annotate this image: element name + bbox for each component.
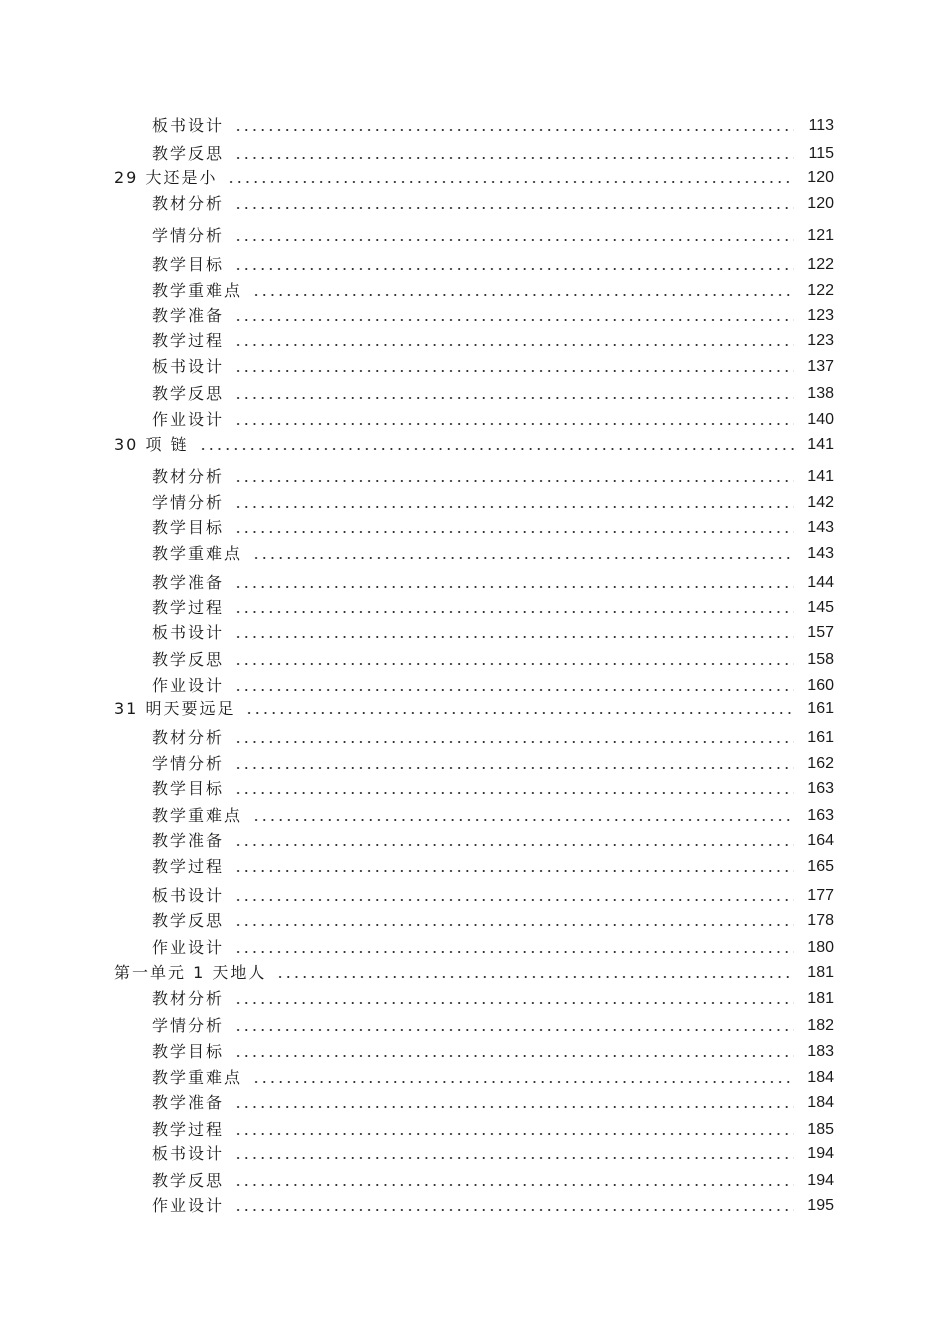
toc-section-entry[interactable] <box>152 597 834 619</box>
toc-section-entry[interactable] <box>152 937 834 959</box>
toc-section-entry[interactable] <box>152 1092 834 1114</box>
toc-entry-label: 教学准备 <box>152 1093 225 1112</box>
dot-leader <box>252 819 794 821</box>
toc-entry-page-number: 144 <box>807 574 834 591</box>
toc-entry-page-number: 141 <box>807 468 834 485</box>
toc-entry-page-number: 121 <box>807 227 834 244</box>
toc-entry-label: 教学反思 <box>152 384 225 403</box>
dot-leader <box>234 611 794 613</box>
dot-leader <box>234 1184 794 1186</box>
toc-entry-label: 教学重难点 <box>152 1068 243 1087</box>
dot-leader <box>234 319 794 321</box>
toc-chapter-entry[interactable] <box>114 167 834 189</box>
toc-entry-page-number: 162 <box>807 755 834 772</box>
toc-entry-label: 学情分析 <box>152 493 225 512</box>
dot-leader <box>234 1055 794 1057</box>
toc-entry-page-number: 177 <box>807 887 834 904</box>
toc-section-entry[interactable] <box>152 572 834 594</box>
toc-entry-label: 教学目标 <box>152 255 225 274</box>
dot-leader <box>234 370 794 372</box>
dot-leader <box>234 586 794 588</box>
toc-section-entry[interactable] <box>152 1195 834 1217</box>
toc-entry-label: 板书设计 <box>152 623 225 642</box>
toc-entry-label: 作业设计 <box>152 410 225 429</box>
toc-section-entry[interactable] <box>152 1143 834 1165</box>
toc-entry-page-number: 160 <box>807 677 834 694</box>
dot-leader <box>234 689 794 691</box>
toc-section-entry[interactable] <box>152 675 834 697</box>
dot-leader <box>234 1002 794 1004</box>
dot-leader <box>234 899 794 901</box>
toc-section-entry[interactable] <box>152 1119 834 1141</box>
toc-section-entry[interactable] <box>152 356 834 378</box>
dot-leader <box>234 844 794 846</box>
toc-section-entry[interactable] <box>152 409 834 431</box>
dot-leader <box>234 636 794 638</box>
toc-section-entry[interactable] <box>152 1041 834 1063</box>
toc-section-entry[interactable] <box>152 466 834 488</box>
toc-section-entry[interactable] <box>152 1015 834 1037</box>
toc-entry-label: 板书设计 <box>152 1144 225 1163</box>
dot-leader <box>234 767 794 769</box>
toc-section-entry[interactable] <box>152 1067 834 1089</box>
toc-entry-page-number: 123 <box>807 332 834 349</box>
toc-entry-label: 教材分析 <box>152 989 225 1008</box>
toc-entry-page-number: 195 <box>807 1197 834 1214</box>
toc-entry-page-number: 138 <box>807 385 834 402</box>
toc-entry-label: 教学准备 <box>152 831 225 850</box>
toc-entry-page-number: 184 <box>807 1069 834 1086</box>
dot-leader <box>252 294 794 296</box>
toc-section-entry[interactable] <box>152 910 834 932</box>
dot-leader <box>234 1029 794 1031</box>
toc-entry-label: 教学过程 <box>152 331 225 350</box>
dot-leader <box>234 344 794 346</box>
toc-entry-label: 学情分析 <box>152 754 225 773</box>
toc-entry-label: 教学目标 <box>152 1042 225 1061</box>
toc-entry-page-number: 120 <box>807 195 834 212</box>
toc-section-entry[interactable] <box>152 988 834 1010</box>
toc-entry-label: 教学目标 <box>152 518 225 537</box>
dot-leader <box>234 129 794 131</box>
dot-leader <box>234 1106 794 1108</box>
toc-entry-page-number: 161 <box>807 729 834 746</box>
toc-section-entry[interactable] <box>152 753 834 775</box>
toc-section-entry[interactable] <box>152 193 834 215</box>
dot-leader <box>234 239 794 241</box>
dot-leader <box>234 268 794 270</box>
toc-section-entry[interactable] <box>152 225 834 247</box>
toc-section-entry[interactable] <box>152 383 834 405</box>
dot-leader <box>234 397 794 399</box>
dot-leader <box>234 423 794 425</box>
toc-section-entry[interactable] <box>152 649 834 671</box>
toc-entry-page-number: 120 <box>807 169 834 186</box>
toc-entry-label: 教学重难点 <box>152 281 243 300</box>
toc-entry-page-number: 140 <box>807 411 834 428</box>
toc-entry-page-number: 142 <box>807 494 834 511</box>
toc-section-entry[interactable] <box>152 1170 834 1192</box>
toc-entry-label: 教学准备 <box>152 573 225 592</box>
dot-leader <box>252 1081 794 1083</box>
toc-section-entry[interactable] <box>152 517 834 539</box>
toc-section-entry[interactable] <box>152 856 834 878</box>
toc-entry-page-number: 181 <box>807 990 834 1007</box>
toc-entry-label: 教材分析 <box>152 728 225 747</box>
toc-entry-label: 教学准备 <box>152 306 225 325</box>
dot-leader <box>234 951 794 953</box>
toc-entry-label: 30 项 链 <box>114 435 189 454</box>
toc-entry-label: 学情分析 <box>152 1016 225 1035</box>
dot-leader <box>199 448 794 450</box>
toc-entry-page-number: 157 <box>807 624 834 641</box>
toc-entry-page-number: 165 <box>807 858 834 875</box>
toc-entry-label: 作业设计 <box>152 938 225 957</box>
dot-leader <box>234 480 794 482</box>
toc-chapter-entry[interactable] <box>114 698 834 720</box>
dot-leader <box>234 506 794 508</box>
dot-leader <box>234 924 794 926</box>
toc-section-entry[interactable] <box>152 830 834 852</box>
toc-section-entry[interactable] <box>152 492 834 514</box>
toc-section-entry[interactable] <box>152 778 834 800</box>
dot-leader <box>234 1133 794 1135</box>
dot-leader <box>245 712 794 714</box>
dot-leader <box>276 976 794 978</box>
toc-section-entry[interactable] <box>152 330 834 352</box>
toc-entry-label: 31 明天要远足 <box>114 699 236 718</box>
dot-leader <box>234 870 794 872</box>
toc-entry-label: 板书设计 <box>152 357 225 376</box>
toc-chapter-entry[interactable] <box>114 434 834 456</box>
dot-leader <box>234 663 794 665</box>
toc-section-entry[interactable] <box>152 622 834 644</box>
toc-section-entry[interactable] <box>152 543 834 565</box>
toc-entry-label: 教学重难点 <box>152 806 243 825</box>
toc-entry-page-number: 113 <box>808 117 834 134</box>
toc-entry-page-number: 194 <box>807 1145 834 1162</box>
toc-entry-page-number: 182 <box>807 1017 834 1034</box>
toc-entry-label: 教学过程 <box>152 1120 225 1139</box>
dot-leader <box>234 792 794 794</box>
toc-section-entry[interactable] <box>152 143 834 165</box>
toc-entry-page-number: 163 <box>807 780 834 797</box>
toc-entry-label: 教学重难点 <box>152 544 243 563</box>
toc-entry-label: 教材分析 <box>152 467 225 486</box>
toc-section-entry[interactable] <box>152 727 834 749</box>
toc-entry-label: 板书设计 <box>152 886 225 905</box>
dot-leader <box>234 1157 794 1159</box>
toc-entry-label: 教学反思 <box>152 911 225 930</box>
toc-entry-page-number: 161 <box>807 700 834 717</box>
toc-entry-page-number: 122 <box>807 256 834 273</box>
toc-chapter-entry[interactable] <box>114 962 834 984</box>
toc-entry-page-number: 180 <box>807 939 834 956</box>
toc-entry-label: 学情分析 <box>152 226 225 245</box>
toc-entry-label: 板书设计 <box>152 116 225 135</box>
toc-entry-label: 教学反思 <box>152 1171 225 1190</box>
toc-section-entry[interactable] <box>152 305 834 327</box>
toc-entry-page-number: 178 <box>807 912 834 929</box>
toc-entry-page-number: 123 <box>807 307 834 324</box>
toc-entry-page-number: 141 <box>807 436 834 453</box>
toc-entry-page-number: 115 <box>808 145 834 162</box>
toc-entry-page-number: 164 <box>807 832 834 849</box>
toc-entry-label: 教学过程 <box>152 598 225 617</box>
dot-leader <box>252 557 794 559</box>
toc-section-entry[interactable] <box>152 115 834 137</box>
toc-entry-page-number: 158 <box>807 651 834 668</box>
toc-entry-label: 29 大还是小 <box>114 168 218 187</box>
toc-section-entry[interactable] <box>152 254 834 276</box>
toc-entry-page-number: 163 <box>807 807 834 824</box>
toc-entry-label: 作业设计 <box>152 1196 225 1215</box>
dot-leader <box>234 157 794 159</box>
toc-entry-label: 教学过程 <box>152 857 225 876</box>
toc-entry-page-number: 183 <box>807 1043 834 1060</box>
dot-leader <box>227 181 794 183</box>
toc-section-entry[interactable] <box>152 885 834 907</box>
toc-entry-page-number: 143 <box>807 519 834 536</box>
toc-entry-label: 作业设计 <box>152 676 225 695</box>
dot-leader <box>234 531 794 533</box>
dot-leader <box>234 1209 794 1211</box>
toc-entry-label: 教材分析 <box>152 194 225 213</box>
toc-entry-page-number: 145 <box>807 599 834 616</box>
toc-entry-label: 第一单元 1 天地人 <box>114 963 267 982</box>
dot-leader <box>234 741 794 743</box>
toc-entry-page-number: 185 <box>807 1121 834 1138</box>
toc-entry-page-number: 122 <box>807 282 834 299</box>
dot-leader <box>234 207 794 209</box>
toc-entry-page-number: 181 <box>807 964 834 981</box>
toc-entry-page-number: 137 <box>807 358 834 375</box>
toc-entry-label: 教学反思 <box>152 144 225 163</box>
toc-entry-page-number: 143 <box>807 545 834 562</box>
toc-section-entry[interactable] <box>152 280 834 302</box>
toc-entry-label: 教学反思 <box>152 650 225 669</box>
toc-entry-page-number: 184 <box>807 1094 834 1111</box>
toc-entry-page-number: 194 <box>807 1172 834 1189</box>
toc-entry-label: 教学目标 <box>152 779 225 798</box>
toc-section-entry[interactable] <box>152 805 834 827</box>
